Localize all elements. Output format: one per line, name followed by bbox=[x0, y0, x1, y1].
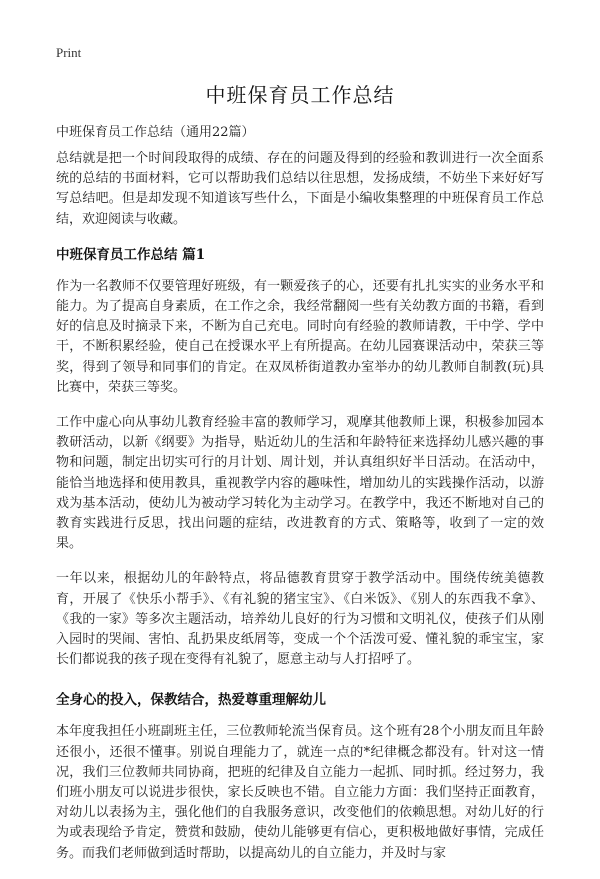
section1-paragraph-1: 作为一名教师不仅要管理好班级，有一颗爱孩子的心，还要有扎扎实实的业务水平和能力。为了提高自身素质，在工作之余，我经常翻阅一些有关幼教方面的书籍，看到好的信息及时摘录下来，不断为自己充电。同时向有经验的教师请教，干中学、学中干，不断积累经验，使自己在授课水平上有所提高。在幼儿园赛课活动中，荣获三等奖，得到了领导和同事们的肯定。在双凤桥街道教办室举办的幼儿教师自制教(玩)具比赛中，荣获三等奖。 bbox=[56, 278, 544, 395]
section-heading-1: 中班保育员工作总结 篇1 bbox=[56, 246, 206, 263]
section1-paragraph-2: 工作中虚心向从事幼儿教育经验丰富的教师学习，观摩其他教师上课，积极参加园本教研活动，以新《纲要》为指导，贴近幼儿的生活和年龄特征来选择幼儿感兴趣的事物和问题，制定出切实可行的月计划、周计划，并认真组织好半日活动。在活动中，能恰当地选择和使用教具，重视教学内容的趣味性，增加幼儿的实践操作活动，以游戏为基本活动，使幼儿为被动学习转化为主动学习。在教学中，我还不断地对自己的教育实践进行反思，找出问题的症结，改进教育的方式、策略等，收到了一定的效果。 bbox=[56, 415, 544, 552]
print-link[interactable]: Print bbox=[56, 45, 82, 60]
page-title: 中班保育员工作总结 bbox=[205, 83, 395, 107]
intro-paragraph: 总结就是把一个时间段取得的成绩、存在的问题及得到的经验和教训进行一次全面系统的总结的书面材料，它可以帮助我们总结以往思想，发扬成绩，不妨坐下来好好写写总结吧。但是却发现不知道该写些什么，下面是小编收集整理的中班保育员工作总结，欢迎阅读与收藏。 bbox=[56, 151, 544, 227]
document-subtitle: 中班保育员工作总结（通用22篇） bbox=[56, 125, 255, 140]
document-body bbox=[56, 149, 544, 879]
section2-paragraph-1: 本年度我担任小班副班主任，三位教师轮流当保育员。这个班有28个小朋友而且年龄还很小，还很不懂事。别说自理能力了，就连一点的*纪律概念都没有。针对这一情况，我们三位教师共同协商，把班的纪律及自立能力一起抓、同时抓。经过努力，我们班小朋友可以说进步很快，家长反映也不错。自立能力方面：我们坚持正面教育，对幼儿以表扬为主，强化他们的自我服务意识，改变他们的依赖思想。对幼儿好的行为或表现给予肯定，赞赏和鼓励，使幼儿能够更有信心，更积极地做好事情，完成任务。而我们老师做到适时帮助，以提高幼儿的自立能力，并及时与家 bbox=[56, 724, 544, 861]
section-heading-2: 全身心的投入，保教结合，热爱尊重理解幼儿 bbox=[56, 692, 326, 709]
section1-paragraph-3: 一年以来，根据幼儿的年龄特点，将品德教育贯穿于教学活动中。围绕传统美德教育，开展了《快乐小帮手》、《有礼貌的猪宝宝》、《白米饭》、《别人的东西我不拿》、《我的一家》等多次主题活动，培养幼儿良好的行为习惯和文明礼仪，使孩子们从刚入园时的哭闹、害怕、乱扔果皮纸屑等，变成一个个活泼可爱、懂礼貌的乖宝宝，家长们都说我的孩子现在变得有礼貌了，愿意主动与人打招呼了。 bbox=[56, 571, 544, 668]
